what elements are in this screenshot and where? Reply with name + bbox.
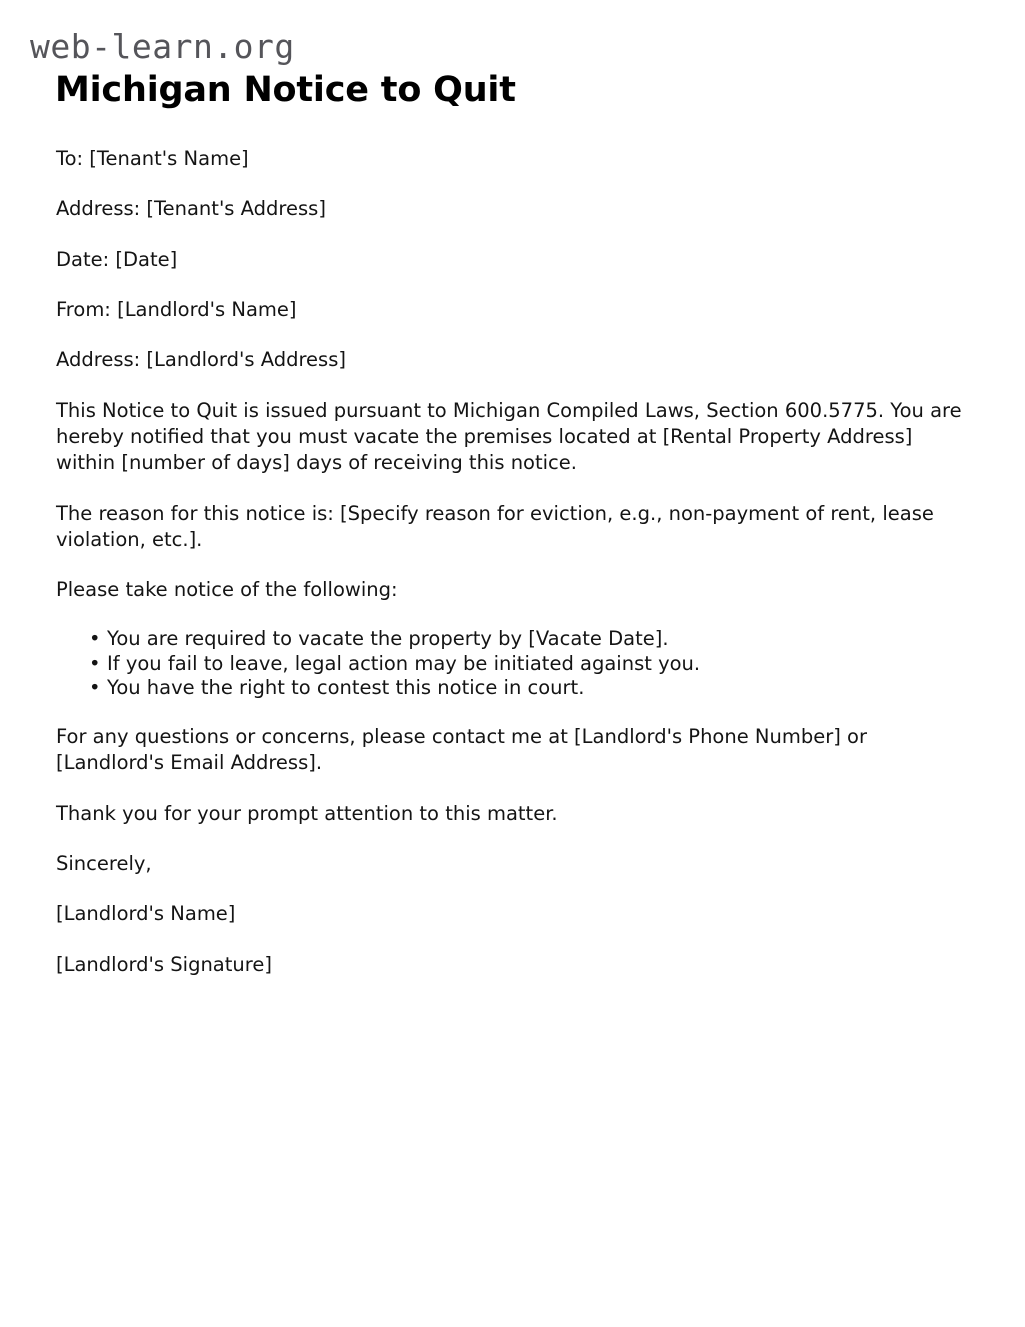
site-watermark: web-learn.org [30,27,295,66]
paragraph-list-intro: Please take notice of the following: [56,578,398,602]
field-landlord-address: Address: [Landlord's Address] [56,348,346,372]
paragraph-reason: The reason for this notice is: [Specify reason for eviction, e.g., non-payment of rent, lease violation, etc.]. [56,501,934,551]
closing-landlord-name: [Landlord's Name] [56,902,236,926]
field-landlord-name: From: [Landlord's Name] [56,297,297,321]
field-tenant-name: To: [Tenant's Name] [56,147,249,170]
list-item: • You have the right to contest this notice in court. [56,676,968,700]
notice-items-list [56,627,968,700]
paragraph-contact: For any questions or concerns, please contact me at [Landlord's Phone Number] or [Landlord's Email Address]. [56,724,868,775]
closing-signature-line: [Landlord's Signature] [56,952,272,976]
field-date: Date: [Date] [56,247,178,271]
list-item: • If you fail to leave, legal action may be initiated against you. [56,652,968,676]
list-item: • You are required to vacate the property by [Vacate Date]. [56,627,968,651]
paragraph-statute: This Notice to Quit is issued pursuant to Michigan Compiled Laws, Section 600.5775. You are hereby notified that you must vacate the premises located at [Rental Property Address] within [number of days] days of receiving this notice. [56,398,962,475]
paragraph-thanks: Thank you for your prompt attention to this matter. [56,801,558,825]
closing-sign-off: Sincerely, [56,851,152,875]
document-body [56,146,968,978]
document-masthead [0,0,1025,120]
field-tenant-address: Address: [Tenant's Address] [56,197,326,221]
page-title: Michigan Notice to Quit [55,70,516,110]
